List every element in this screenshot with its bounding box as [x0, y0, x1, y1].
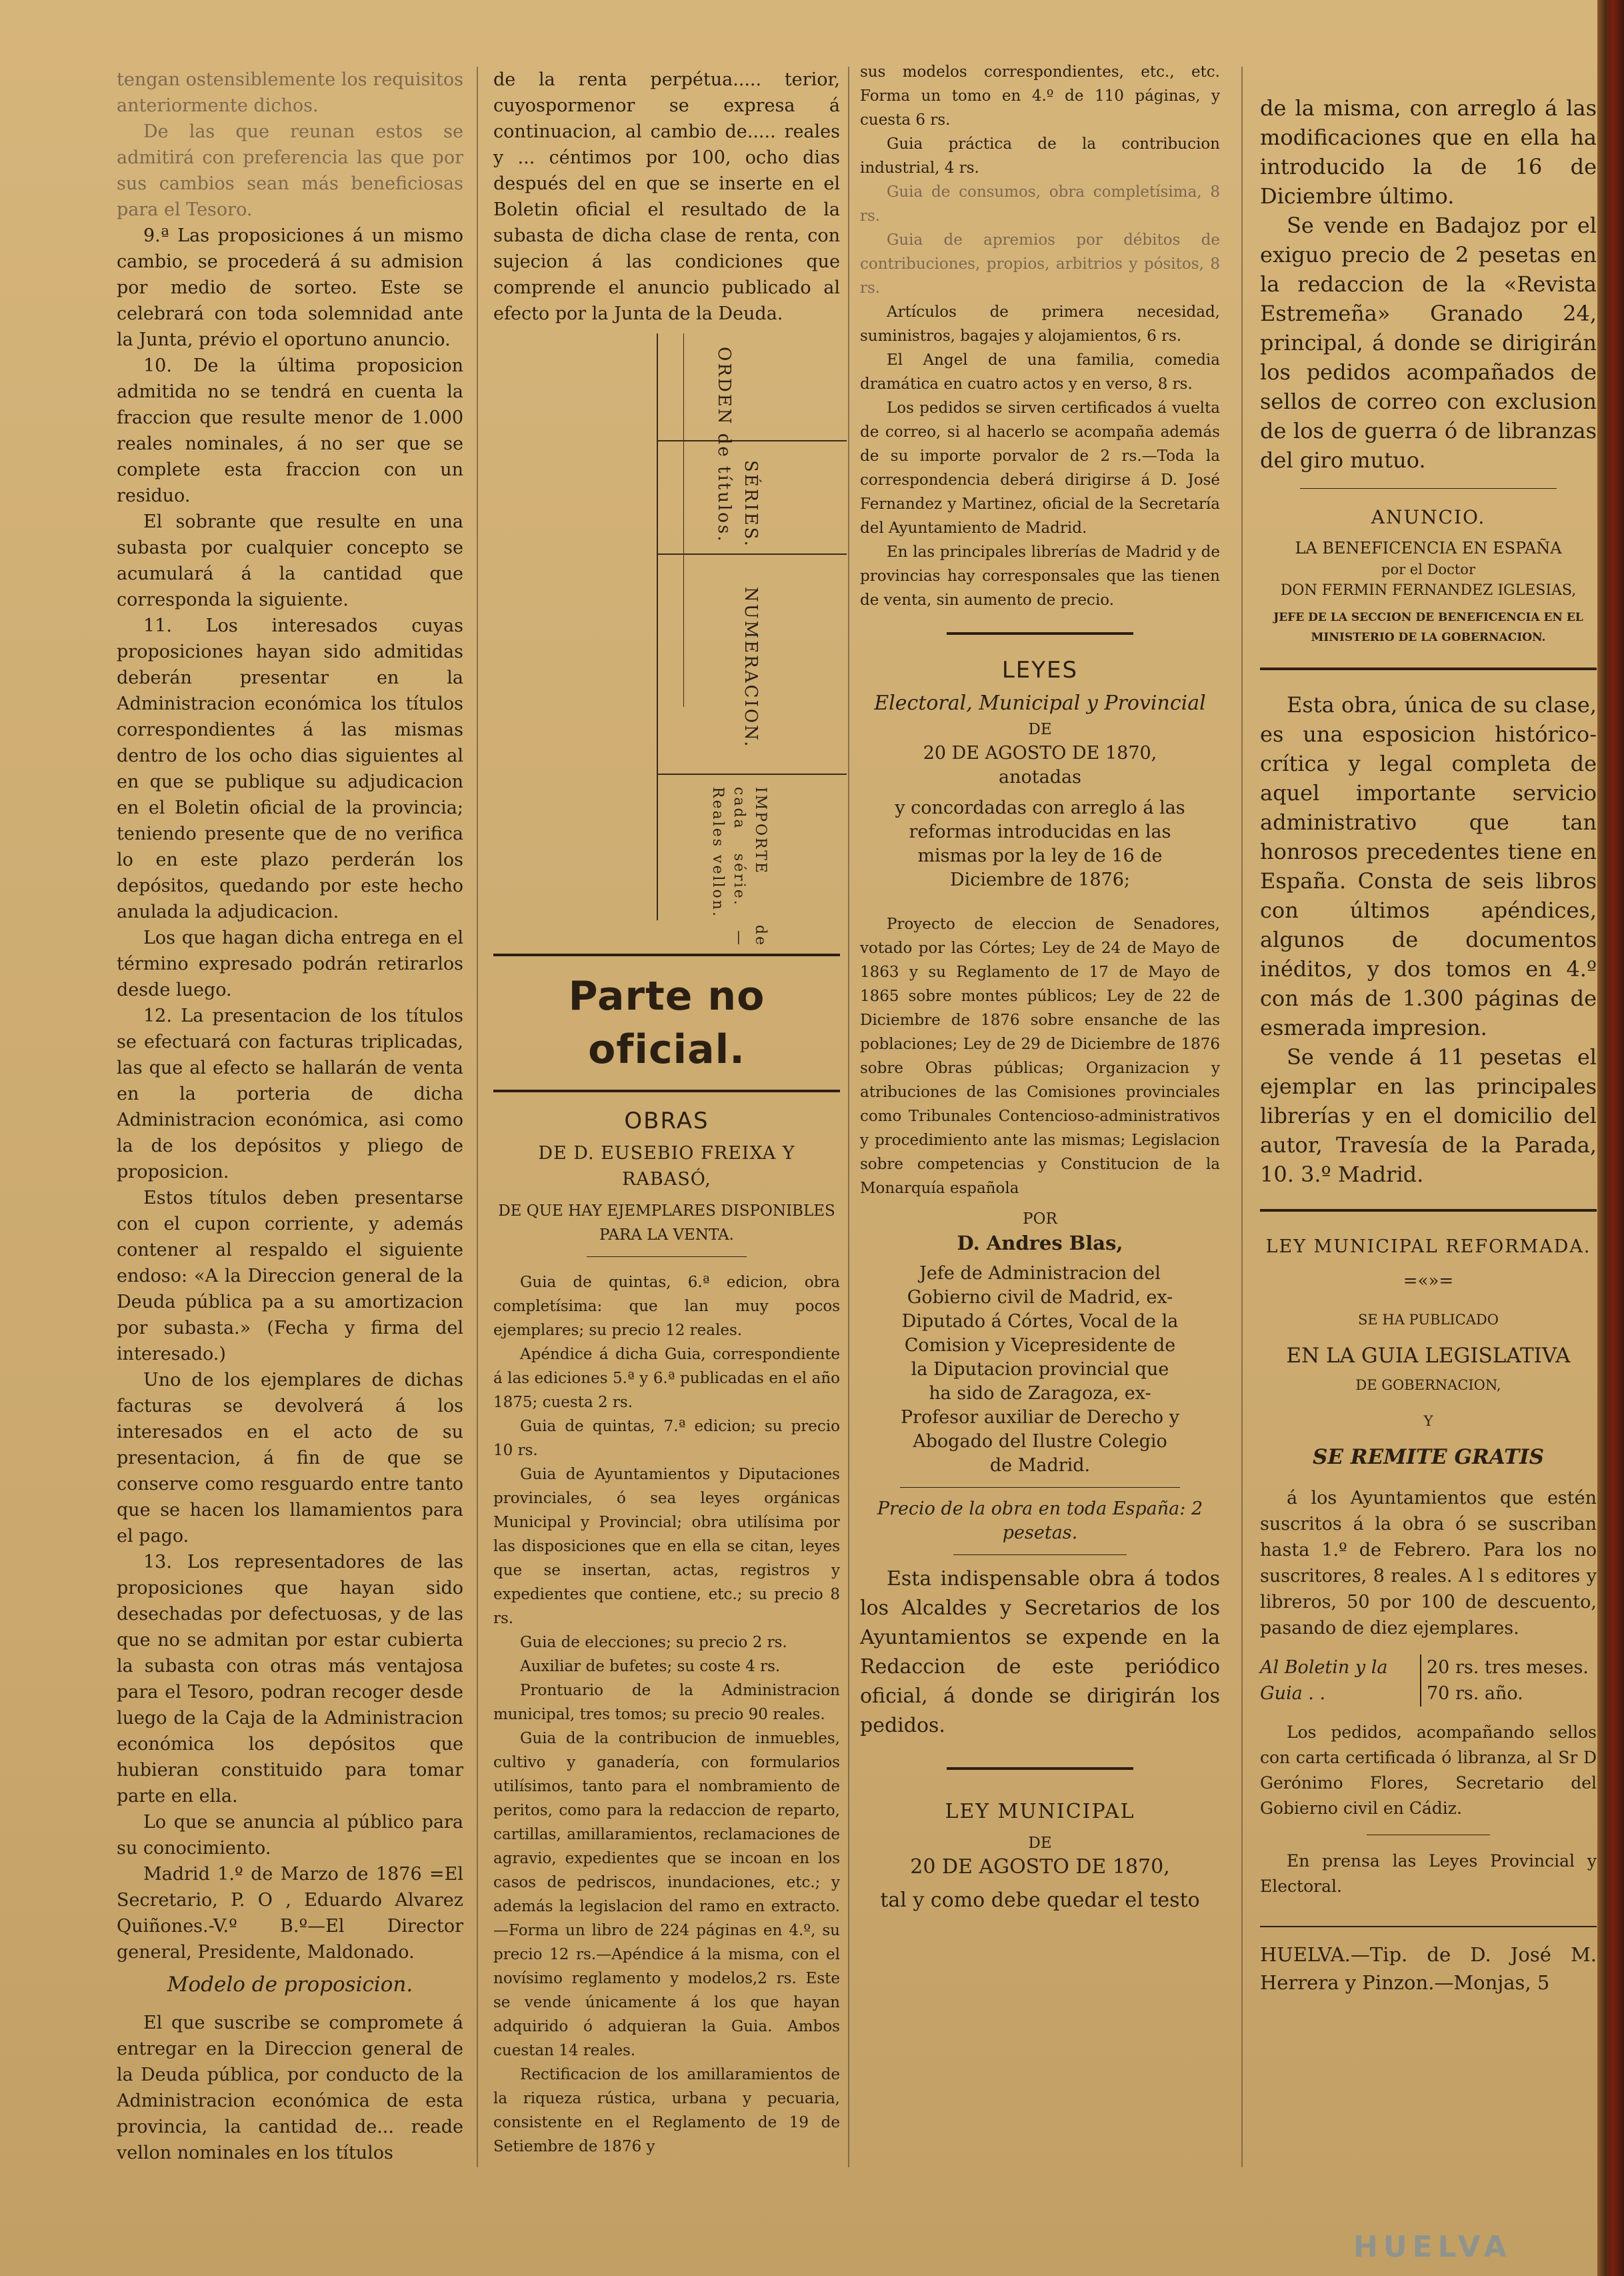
column-divider — [848, 67, 849, 2167]
subscription-box — [1260, 1654, 1597, 1706]
paragraph: sus modelos correspondientes, etc., etc. Forma un tomo en 4.º de 110 páginas, y cuesta 6 rs. — [860, 63, 1220, 129]
subheading: DE QUE HAY EJEMPLARES DISPONIBLES PARA LA VENTA. — [498, 1202, 835, 1244]
paragraph: Uno de los ejemplares de dichas facturas se devolverá á los interesados en el acto de su presentacion, á fin de que se conserve como resguardo entre tanto que se hacen los llamamientos para el pago. — [117, 1370, 463, 1546]
author-name: DON FERMIN FERNANDEZ IGLESIAS, — [1280, 582, 1577, 599]
subheading: EN LA GUIA LEGISLATIVA — [1286, 1344, 1571, 1368]
model-title: Modelo de proposicion. — [167, 1973, 413, 1997]
paragraph: á los Ayuntamientos que estén suscritos á la obra ó se suscriban hasta 1.º de Febrero. Para los no suscritores, 8 reales. A l s editores y libreros, 50 por 100 de descuento, pasando de diez ejemplares. — [1260, 1488, 1597, 1638]
table-divider — [657, 333, 658, 920]
column-1 — [117, 67, 463, 2166]
subscription-price: 20 rs. tres meses. — [1427, 1657, 1589, 1678]
paragraph: Esta indispensable obra á todos los Alcaldes y Secretarios de los Ayuntamientos se expende en la Redaccion de este periódico oficial, á donde se dirigirán los pedidos. — [860, 1567, 1220, 1737]
list-item: Apéndice á dicha Guia, correspondiente á las ediciones 5.ª y 6.ª publicadas en el año 1875; cuesta 2 rs. — [493, 1346, 840, 1411]
column-divider — [1241, 67, 1243, 2167]
heading: LEY MUNICIPAL — [945, 1800, 1135, 1823]
paragraph: Se vende á 11 pesetas el ejemplar en las principales librerías y en el domicilio del autor, Travesía de la Parada, 10. 3.º Madrid. — [1260, 1044, 1597, 1187]
table-header: IMPORTE de cada série. — Reales vellon. — [709, 787, 769, 947]
divider — [1300, 488, 1557, 489]
paragraph: El que suscribe se compromete á entregar en la Direccion general de la Deuda pública, por conducto de la Administracion económica de esta provincia, la cantidad de... reade vellon nominales en los títulos — [117, 2013, 463, 2163]
paragraph: Estos títulos deben presentarse con el cupon corriente, y además contener al respaldo el siguiente endoso: «A la Direccion general de la Deuda pública pa a su amortizacion por subasta.» (Fecha y firma del interesado.) — [117, 1188, 463, 1364]
list-item: Guia de quintas, 7.ª edicion; su precio 10 rs. — [493, 1418, 840, 1459]
list-item: Auxiliar de bufetes; su coste 4 rs. — [520, 1658, 781, 1675]
subscription-price: 70 rs. año. — [1427, 1683, 1523, 1704]
paragraph: de la misma, con arreglo á las modificaciones que en ella ha introducido la de 16 de Diciembre último. — [1260, 95, 1597, 209]
paragraph: Los que hagan dicha entrega en el término expresado podrán retirarlos desde luego. — [117, 928, 463, 1000]
price: Precio de la obra en toda España: 2 pesetas. — [877, 1498, 1203, 1543]
table-header: ORDEN de títulos. — [714, 347, 734, 543]
heading: LEY MUNICIPAL REFORMADA. — [1265, 1236, 1591, 1257]
list-item: Prontuario de la Administracion municipal, tres tomos; su precio 90 reales. — [493, 1682, 840, 1723]
paragraph: 9.ª Las proposiciones á un mismo cambio, se procederá á su admision por medio de sorteo. Este se celebrará con toda solemnidad ante la Junta, prévio el oportuno anuncio. — [117, 225, 463, 350]
list-item: Guia de la contribucion de inmuebles, cultivo y ganadería, con formularios utilísimos, tanto para el nombramiento de peritos, como para la redaccion de reparto, cartillas, amillaramientos, reclamaciones de agravio, expedientes que se incoan en los casos de pedriscos, inundaciones, etc.; y además la legislacion del ramo en extracto.—Forma un libro de 224 páginas en 4.º, su precio 12 rs.—Apéndice á la misma, con el novísimo reglamento y modelos,2 rs. Este se vende únicamente á los que hayan adquirido ó adquieran la Guia. Ambos cuestan 14 reales. — [493, 1730, 840, 2059]
label: JEFE DE LA SECCION DE BENEFICENCIA EN EL MINISTERIO DE LA GOBERNACION. — [1273, 611, 1583, 644]
paragraph: En las principales librerías de Madrid y de provincias hay corresponsales que las tienen de venta, sin aumento de precio. — [860, 543, 1220, 609]
subheading: SE REMITE GRATIS — [1312, 1445, 1545, 1469]
paragraph: Guia de consumos, obra completísima, 8 rs. — [860, 183, 1220, 225]
section-title: Parte no oficial. — [568, 973, 765, 1073]
label: 20 DE AGOSTO DE 1870, — [910, 1855, 1170, 1879]
divider — [493, 1090, 840, 1092]
paragraph: tal y como debe quedar el testo — [880, 1889, 1200, 1912]
divider — [1260, 1926, 1597, 1927]
label: Y — [1423, 1413, 1433, 1429]
paragraph: Jefe de Administracion del Gobierno civil de Madrid, ex-Diputado á Córtes, Vocal de la Comision y Vicepresidente de la Diputacion provincial que ha sido de Zaragoza, ex-Profesor auxiliar de Derecho y Abogado del Ilustre Colegio de Madrid. — [900, 1263, 1180, 1476]
label: POR — [1023, 1210, 1057, 1228]
paragraph: En prensa las Leyes Provincial y Electoral. — [1260, 1851, 1597, 1896]
imprint: HUELVA.—Tip. de D. José M. Herrera y Pinzon.—Monjas, 5 — [1260, 1943, 1597, 1994]
label: DE — [1028, 721, 1052, 738]
table-header: NUMERACION. — [741, 587, 761, 749]
paragraph: Guia práctica de la contribucion industrial, 4 rs. — [860, 135, 1220, 177]
paragraph: De las que reunan estos se admitirá con preferencia las que por sus cambios sean más beneficiosas para el Tesoro. — [117, 121, 463, 220]
label: anotadas — [999, 767, 1081, 788]
list-item: Guia de elecciones; su precio 2 rs. — [520, 1634, 787, 1651]
paragraph: Los pedidos, acompañando sellos con carta certificada ó libranza, al Sr D Gerónimo Flores, Secretario del Gobierno civil en Cádiz. — [1260, 1723, 1597, 1818]
heading: OBRAS — [624, 1108, 709, 1134]
paragraph: Lo que se anuncia al público para su conocimiento. — [117, 1812, 463, 1859]
paragraph: Madrid 1.º de Marzo de 1876 =El Secretario, P. O , Eduardo Alvarez Quiñones.-V.º B.º—El Director general, Presidente, Maldonado. — [117, 1864, 463, 1963]
heading: LEYES — [1001, 657, 1079, 684]
label: DE GOBERNACION, — [1355, 1377, 1501, 1393]
subheading: DE D. EUSEBIO FREIXA Y RABASÓ, — [538, 1143, 795, 1190]
table-divider — [657, 774, 847, 775]
label: 20 DE AGOSTO DE 1870, — [923, 743, 1157, 764]
proposal-table — [493, 333, 840, 947]
list-item: Rectificacion de los amillaramientos de la riqueza rústica, urbana y pecuaria, consistente en el Reglamento de 19 de Setiembre de 1876 y — [493, 2066, 840, 2155]
label: DE — [1028, 1835, 1052, 1852]
divider — [1260, 1209, 1597, 1212]
paragraph: 11. Los interesados cuyas proposiciones hayan sido admitidas deberán presentar en la Administracion económica los títulos correspondientes á las mismas dentro de los ocho dias siguientes al en que se publique su adjudicacion en el Boletin oficial de la provincia; teniendo presente que de no verifica lo en este plazo perderán los depósitos, quedando por este hecho anulada la adjudicacion. — [117, 616, 463, 922]
paragraph: 10. De la última proposicion admitida no se tendrá en cuenta la fraccion que resulte menor de 1.000 reales nominales, á no ser que se complete esta fraccion con un residuo. — [117, 355, 463, 506]
paragraph: Esta obra, única de su clase, es una esposicion histórico-crítica y legal completa de aquel importante servicio administrativo que tan honrosos precedentes tiene en España. Consta de seis libros con últimos apéndices, algunos de documentos inéditos, y dos tomos en 4.º con más de 1.300 páginas de esmerada impresion. — [1260, 692, 1597, 1040]
divider — [587, 1256, 747, 1257]
subheading: Electoral, Municipal y Provincial — [874, 692, 1206, 715]
paragraph: 13. Los representadores de las proposiciones que hayan sido desechadas por defectuosas, y de las que no se admitan por estar cubierta la subasta con otras más ventajosa para el Tesoro, podran recoger desde luego de la Caja de la Administracion económica los depósitos que hubieran constituido para tomar parte en ella. — [117, 1552, 463, 1807]
label: por el Doctor — [1381, 561, 1475, 578]
paragraph: tengan ostensiblemente los requisitos anteriormente dichos. — [117, 69, 463, 116]
label: SE HA PUBLICADO — [1358, 1312, 1499, 1328]
paragraph: y concordadas con arreglo á las reformas introducidas en las mismas por la ley de 16 de Diciembre de 1876; — [895, 798, 1185, 890]
heading: ANUNCIO. — [1371, 506, 1486, 528]
divider — [1260, 668, 1597, 670]
paragraph: 12. La presentacion de los títulos se efectuará con facturas triplicadas, las que al efecto se hallarán de venta en la porteria de dicha Administracion económica, asi como la de los depósitos y pliego de proposicion. — [117, 1006, 463, 1182]
table-divider — [683, 333, 684, 707]
paragraph: Los pedidos se sirven certificados á vuelta de correo, si al hacerlo se acompaña además de su importe porvalor de 2 rs.—Toda la correspondencia deberá dirigirse á D. José Fernandez y Martinez, oficial de la Secretaría del Ayuntamiento de Madrid. — [860, 399, 1220, 537]
divider — [947, 632, 1133, 635]
list-item: Guia de Ayuntamientos y Diputaciones provinciales, ó sea leyes orgánicas Municipal y Provincial; obra utilísima por las disposiciones que en ella se citan, leyes que se insertan, actas, registros y expedientes que contiene, etc.; su precio 8 rs. — [493, 1466, 840, 1627]
column-4 — [1260, 93, 1597, 1997]
author-name: D. Andres Blas, — [957, 1232, 1123, 1254]
paragraph: Guia de apremios por débitos de contribuciones, propios, arbitrios y pósitos, 8 rs. — [860, 231, 1220, 297]
paragraph: Artículos de primera necesidad, suministros, bagajes y alojamientos, 6 rs. — [860, 303, 1220, 345]
divider — [900, 1487, 1180, 1488]
paragraph: El sobrante que resulte en una subasta por cualquier concepto se acumulará á la cantidad que corresponda la siguiente. — [117, 511, 463, 610]
paragraph: de la renta perpétua..... terior, cuyospormenor se expresa á continuacion, al cambio de..... reales y ... céntimos por 100, ocho dias después del en que se inserte en el Boletin oficial el resultado de la subasta de dicha clase de renta, con sujecion á las condiciones que comprende el anuncio publicado al efecto por la Junta de la Deuda. — [493, 69, 840, 324]
divider — [493, 954, 840, 956]
paragraph: El Angel de una familia, comedia dramática en cuatro actos y en verso, 8 rs. — [860, 351, 1220, 393]
subscription-label: Al Boletin y la Guia . . — [1260, 1657, 1388, 1704]
table-divider — [657, 440, 847, 441]
subheading: LA BENEFICENCIA EN ESPAÑA — [1295, 539, 1562, 557]
page-edge — [1597, 0, 1624, 2276]
table-divider — [657, 553, 847, 555]
paragraph: Se vende en Badajoz por el exiguo precio de 2 pesetas en la redaccion de la «Revista Estremeña» Granado 24, principal, á donde se dirigirán los pedidos acompañados de sellos de correo con exclusion de los de guerra ó de libranzas del giro mutuo. — [1260, 213, 1597, 473]
table-header: SÉRIES. — [741, 460, 761, 548]
list-item: Guia de quintas, 6.ª edicion, obra completísima: que lan muy pocos ejemplares; su precio 12 reales. — [493, 1274, 840, 1339]
ornament: =«»= — [1403, 1271, 1454, 1291]
column-3 — [860, 60, 1220, 1913]
column-2 — [493, 67, 840, 2159]
archive-watermark: HUELVA — [1353, 2230, 1512, 2264]
divider — [953, 1554, 1127, 1555]
divider — [947, 1767, 1133, 1770]
paragraph: Proyecto de eleccion de Senadores, votado por las Córtes; Ley de 24 de Mayo de 1863 y su Reglamento de 17 de Mayo de 1865 sobre montes públicos; Ley de 22 de Diciembre de 1876 sobre ensanche de las poblaciones; Ley de 29 de Diciembre de 1876 sobre Obras públicas; Organizacion y atribuciones de las Comisiones provinciales como Tribunales Contencioso-administrativos y procedimiento ante las mismas; Legislacion sobre competencias y Constitucion de la Monarquía española — [860, 916, 1220, 1197]
column-divider — [477, 67, 478, 2167]
